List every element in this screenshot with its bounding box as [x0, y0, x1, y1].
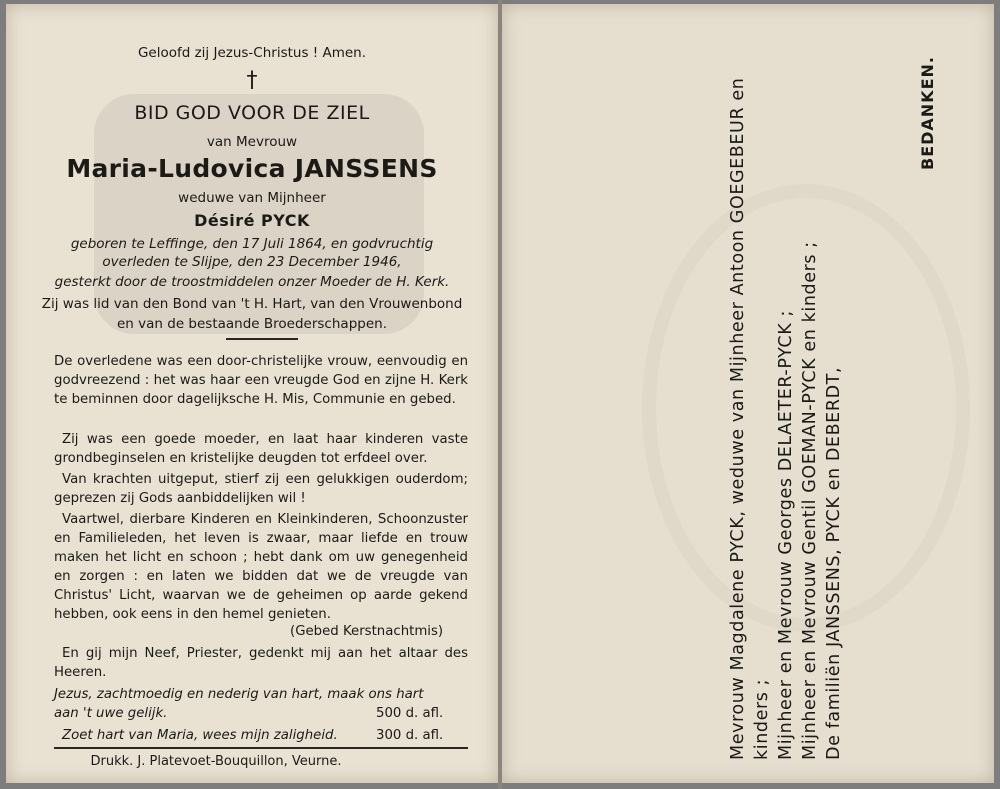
husband-name: Désiré PYCK: [194, 211, 310, 230]
thanks-label: BEDANKEN.: [918, 56, 937, 170]
membership-line-2: en van de bestaande Broederschappen.: [117, 316, 387, 332]
birth-line: geboren te Leffinge, den 17 Juli 1864, en godvruchtig: [70, 236, 434, 252]
membership-line-1: Zij was lid van den Bond van 't H. Hart, van den Vrouwenbond: [41, 296, 463, 312]
sacraments-line: gesterkt door de troostmiddelen onzer Moeder de H. Kerk.: [54, 274, 450, 290]
paragraph-death: Van krachten uitgeput, stierf zij een gelukkigen ouderdom; geprezen zij Gods aanbiddelijken wil !: [54, 472, 468, 506]
paragraph-priest: En gij mijn Neef, Priester, gedenkt mij aan het altaar des Heeren.: [54, 646, 468, 680]
family-line-1: Mevrouw Magdalene PYCK, weduwe van Mijnheer Antoon GOEGEBEUR en: [728, 77, 748, 760]
indulgence-days-2: 300 d. afl.: [376, 728, 444, 743]
indulgence-prayer-1-line-2: aan 't uwe gelijk.: [54, 706, 168, 721]
prayer-source: (Gebed Kerstnachtmis): [290, 624, 444, 639]
death-line: overleden te Slijpe, den 23 December 1946,: [102, 254, 402, 270]
paragraph-farewell: Vaartwel, dierbare Kinderen en Kleinkinderen, Schoonzuster en Familieleden, het leven is zwaar, maar liefde en trouw maken het licht en schoon ; hebt dank om uw genegenheid en zorgen : en laten we bidden dat we de vreugde van Christus' Licht, waarvan we de geheimen op aarde gekend hebben, ook eens in den hemel genieten.: [54, 512, 468, 622]
indulgence-days-1: 500 d. afl.: [376, 706, 444, 721]
paragraph-character: De overledene was een door-christelijke vrouw, eenvoudig en godvreezend : het was haar een vreugde God en zijne H. Kerk te beminnen door dagelijksche H. Mis, Communie en gebed.: [54, 354, 468, 407]
family-line-2: kinders ;: [752, 678, 772, 760]
indulgence-prayer-1-line-1: Jezus, zachtmoedig en nederig van hart, maak ons hart: [54, 687, 424, 702]
deceased-name: Maria-Ludovica JANSSENS: [66, 154, 438, 183]
family-line-3: Mijnheer en Mevrouw Georges DELAETER-PYCK ;: [776, 310, 796, 760]
widow-of-label: weduwe van Mijnheer: [178, 190, 326, 206]
title-prefix: van Mevrouw: [206, 134, 298, 150]
prayer-heading: BID GOD VOOR DE ZIEL: [134, 102, 370, 124]
right-page: [502, 4, 994, 783]
indulgence-prayer-2: Zoet hart van Maria, wees mijn zaligheid.: [62, 728, 338, 743]
left-page: [6, 4, 498, 783]
creed-line: Geloofd zij Jezus-Christus ! Amen.: [137, 45, 367, 61]
printer-credit: Drukk. J. Platevoet-Bouquillon, Veurne.: [90, 754, 342, 769]
cross-icon: †: [246, 68, 258, 93]
family-line-4: Mijnheer en Mevrouw Gentil GOEMAN-PYCK en kinders ;: [800, 241, 820, 760]
paragraph-mother: Zij was een goede moeder, en laat haar kinderen vaste grondbeginselen en kristelijke deugden tot erfdeel over.: [54, 432, 468, 466]
divider-long: [54, 747, 468, 749]
divider-short: [226, 338, 298, 340]
family-line-5: De familiën JANSSENS, PYCK en DEBERDT,: [824, 366, 844, 760]
